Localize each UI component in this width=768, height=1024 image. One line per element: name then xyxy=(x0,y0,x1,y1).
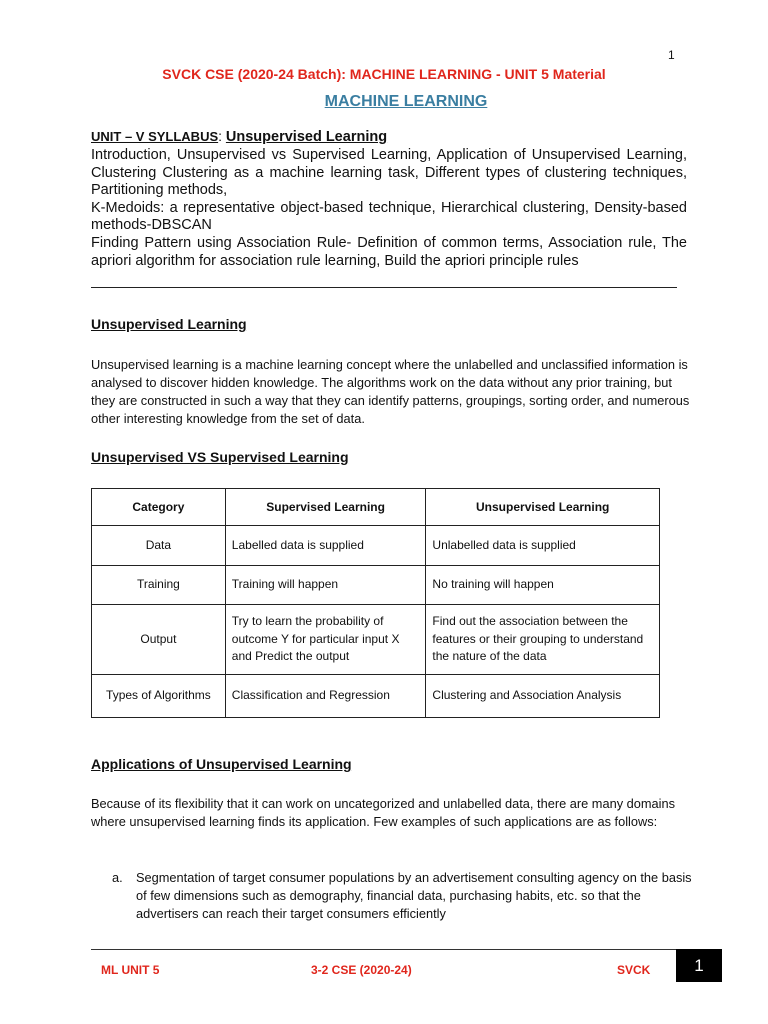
syllabus-paragraph: Finding Pattern using Association Rule- Definition of common terms, Association rule, The apriori algorithm for association rule learning, Build the apriori principle rules xyxy=(91,234,687,269)
list-item-text: Segmentation of target consumer populations by an advertisement consulting agency on the basis of few dimensions such as demography, financial data, purchasing habits, etc. so that the advertisers can reach their target consumers efficiently xyxy=(136,870,692,922)
paragraph: Unsupervised learning is a machine learning concept where the unlabelled and unclassified information is analysed to discover hidden knowledge. The algorithms work on the data without any prior training, but they are constructed in such a way that they can identify patterns, groupings, sorting order, and numerous other interesting knowledge from the set of data. xyxy=(91,357,690,426)
header-line: SVCK CSE (2020-24 Batch): MACHINE LEARNING - UNIT 5 Material xyxy=(162,66,606,82)
table-cell: Output xyxy=(92,605,226,675)
table-row xyxy=(92,605,660,675)
table-row xyxy=(92,675,660,718)
divider xyxy=(91,287,677,288)
table-row xyxy=(92,526,660,566)
syllabus-heading xyxy=(91,128,387,145)
table-cell: Training will happen xyxy=(225,566,426,605)
table-cell: Find out the association between the features or their grouping to understand the nature of the data xyxy=(426,605,660,675)
section-body-unsupervised xyxy=(91,356,691,428)
table-cell: Try to learn the probability of outcome Y for particular input X and Predict the output xyxy=(225,605,426,675)
table-cell: Labelled data is supplied xyxy=(225,526,426,566)
table-cell: Training xyxy=(92,566,226,605)
table-cell: No training will happen xyxy=(426,566,660,605)
footer-center: 3-2 CSE (2020-24) xyxy=(311,963,412,977)
syllabus-separator: : xyxy=(218,128,226,144)
syllabus-label: UNIT – V SYLLABUS xyxy=(91,129,219,144)
syllabus-topic: Unsupervised Learning xyxy=(225,129,388,145)
section-body-apps xyxy=(91,795,691,831)
table-header-row xyxy=(92,489,660,526)
syllabus-paragraph: K-Medoids: a representative object-based technique, Hierarchical clustering, Density-based methods-DBSCAN xyxy=(91,199,687,234)
doc-title: MACHINE LEARNING xyxy=(324,93,488,110)
paragraph: Because of its flexibility that it can work on uncategorized and unlabelled data, there are many domains where unsupervised learning finds its application. Few examples of such applications are as follows: xyxy=(91,796,676,829)
list-item xyxy=(112,869,692,924)
section-heading-vs: Unsupervised VS Supervised Learning xyxy=(91,449,349,465)
list-marker: a. xyxy=(112,870,123,885)
table-row xyxy=(92,566,660,605)
page-number-top: 1 xyxy=(668,48,675,62)
table-header-cell: Supervised Learning xyxy=(225,489,426,526)
section-heading-unsupervised: Unsupervised Learning xyxy=(91,316,247,332)
section-heading-apps: Applications of Unsupervised Learning xyxy=(91,756,352,772)
table-cell: Data xyxy=(92,526,226,566)
footer-left: ML UNIT 5 xyxy=(101,963,160,977)
footer-page-number: 1 xyxy=(676,949,722,982)
footer-divider xyxy=(91,949,722,950)
table-cell: Classification and Regression xyxy=(225,675,426,718)
table-cell: Unlabelled data is supplied xyxy=(426,526,660,566)
syllabus-paragraph: Introduction, Unsupervised vs Supervised Learning, Application of Unsupervised Learning, Clustering Clustering as a machine learning task, Different types of clustering techniques, Partitioning methods, xyxy=(91,147,687,199)
syllabus-body xyxy=(91,147,687,270)
table-header-cell: Category xyxy=(92,489,226,526)
table-header-cell: Unsupervised Learning xyxy=(426,489,660,526)
table-cell: Clustering and Association Analysis xyxy=(426,675,660,718)
table-cell: Types of Algorithms xyxy=(92,675,226,718)
comparison-table xyxy=(91,488,660,718)
footer-right: SVCK xyxy=(617,963,651,977)
